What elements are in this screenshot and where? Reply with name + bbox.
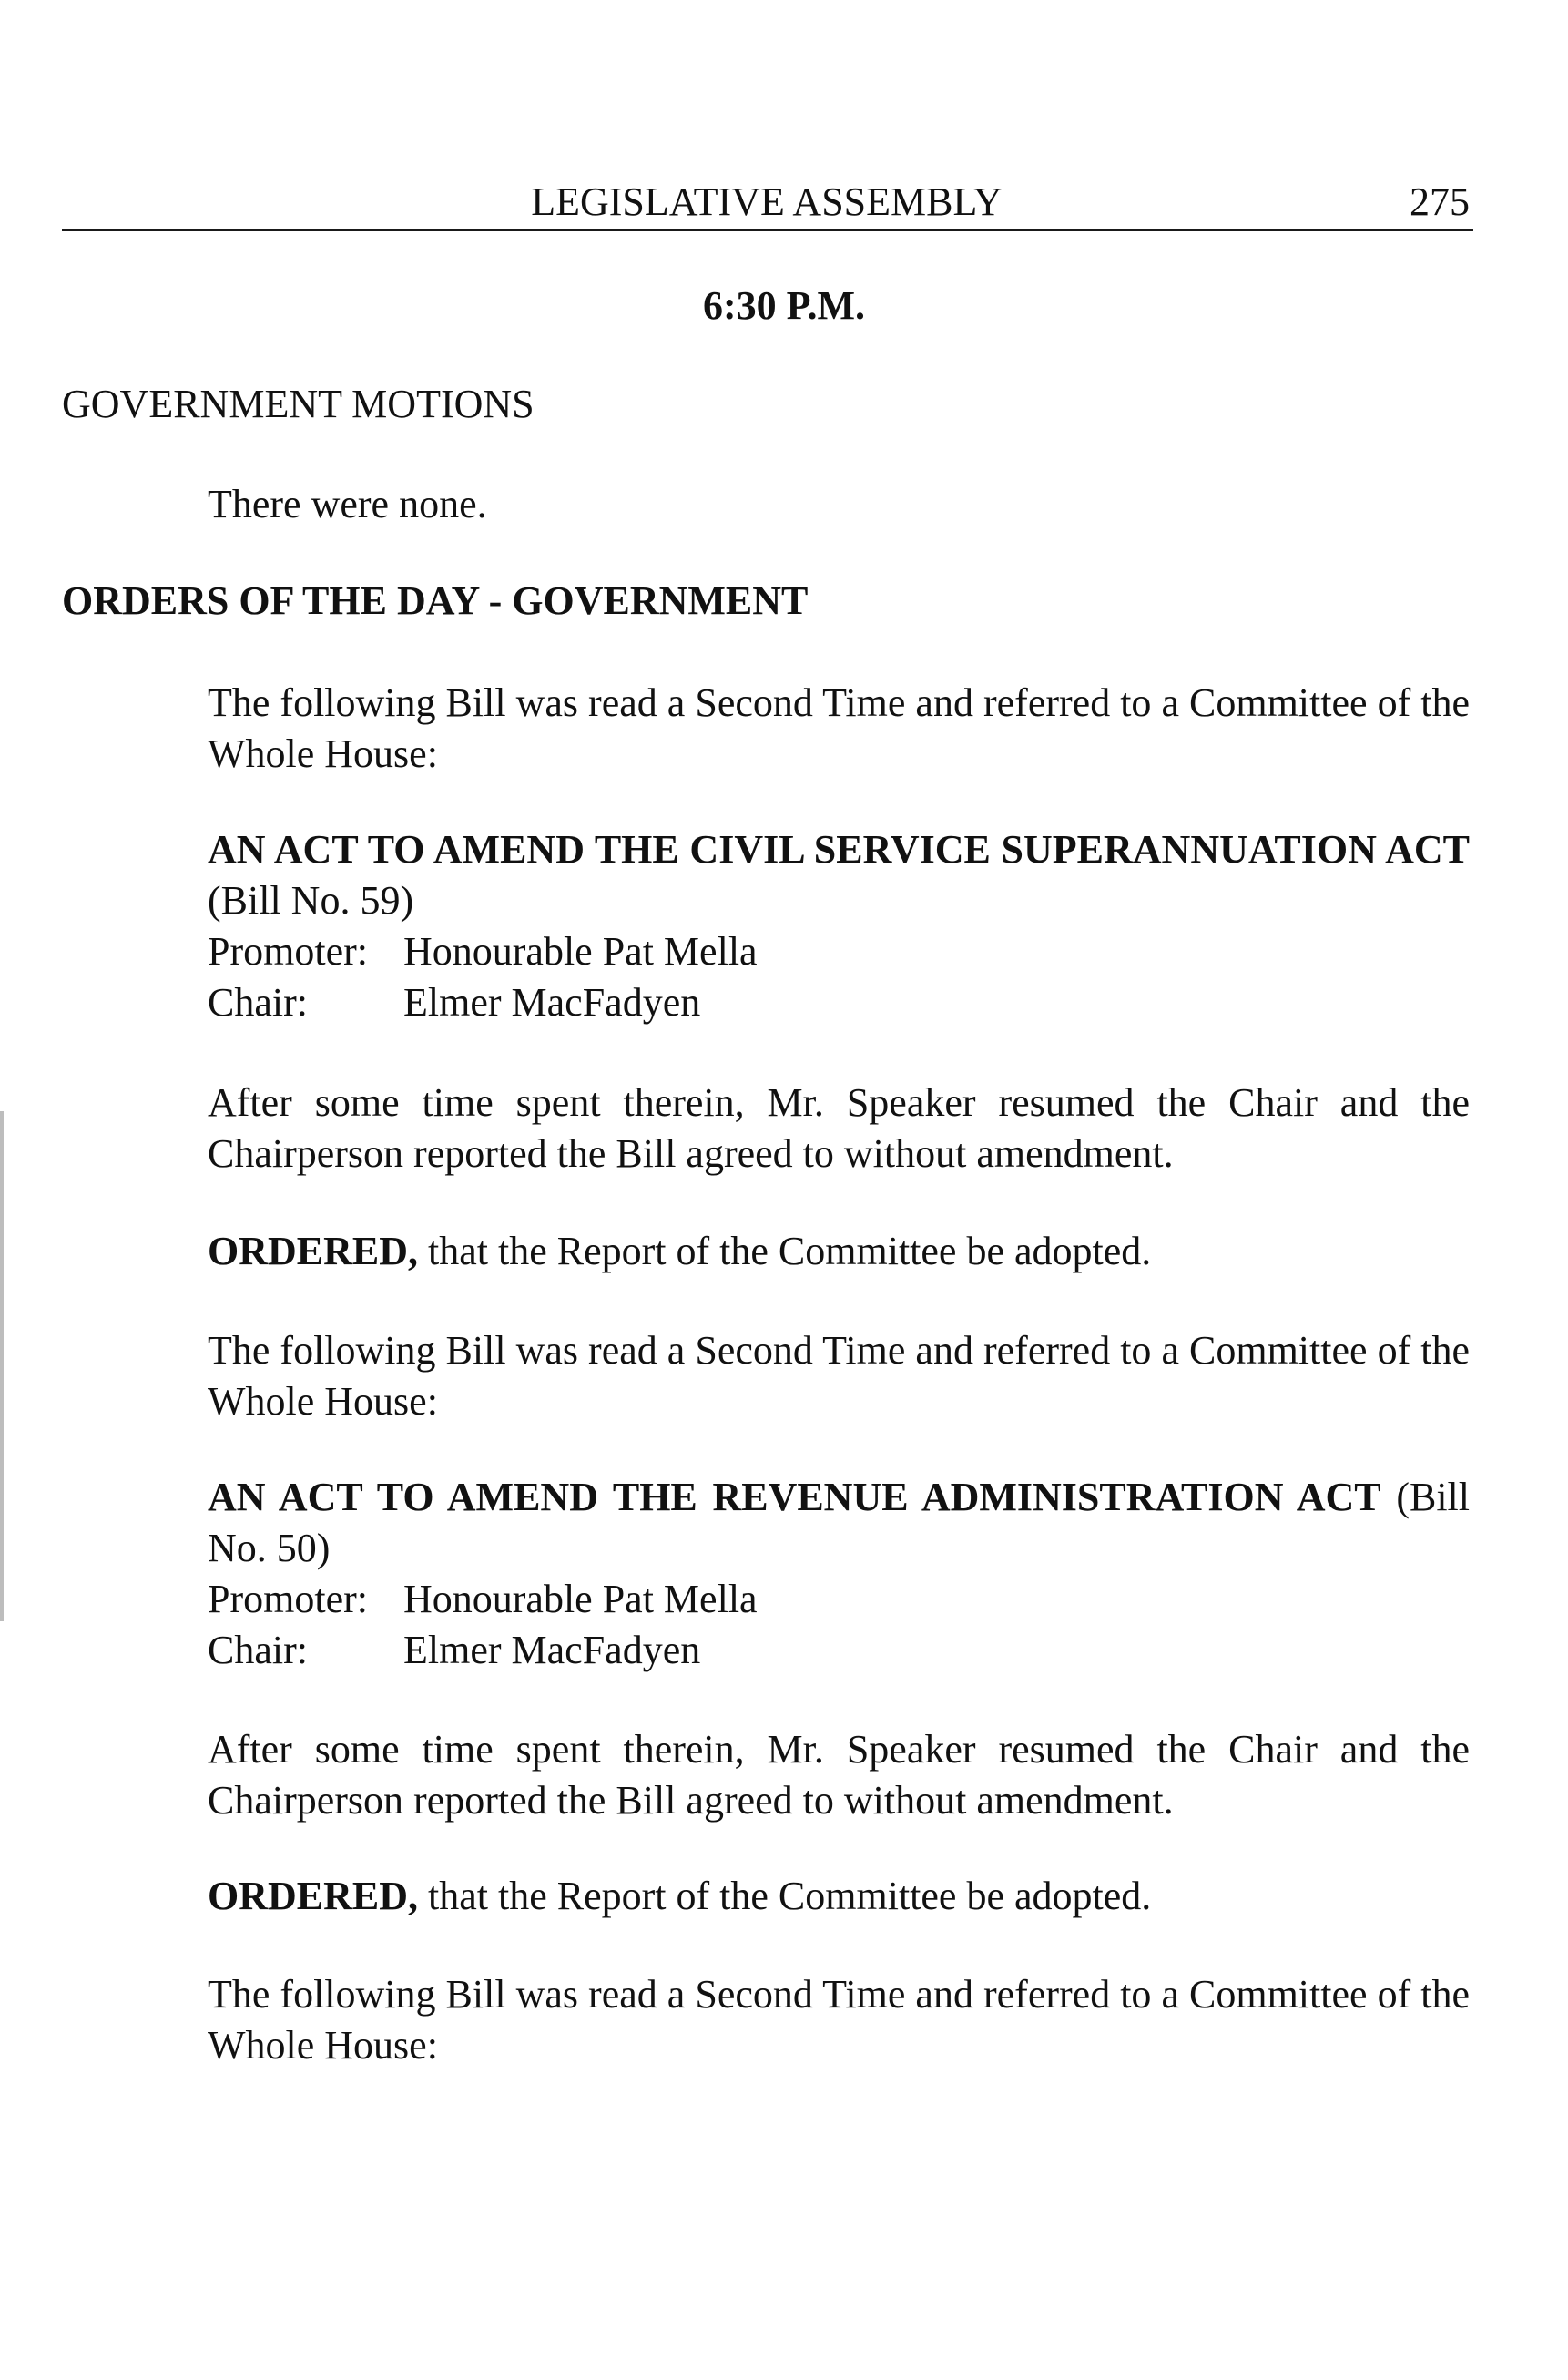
page-header [62,179,1471,233]
second-reading-paragraph-1: The following Bill was read a Second Time and referred to a Committee of the Whole House: [208,680,1470,776]
chair-value: Elmer MacFadyen [403,980,701,1025]
second-reading-paragraph-3: The following Bill was read a Second Time and referred to a Committee of the Whole House: [208,1972,1470,2068]
bill-59-number: (Bill No. 59) [208,878,414,923]
government-motions-text: There were none. [208,482,487,526]
bill-59-promoter-row [208,926,1470,977]
committee-report-paragraph-1: After some time spent therein, Mr. Speaker resumed the Chair and the Chairperson reported the Bill agreed to without amendment. [208,1080,1470,1176]
header-title: LEGISLATIVE ASSEMBLY [531,179,1003,224]
promoter-value: Honourable Pat Mella [403,1577,758,1621]
heading-orders-of-the-day: ORDERS OF THE DAY - GOVERNMENT [62,578,809,623]
bill-59-title: AN ACT TO AMEND THE CIVIL SERVICE SUPERANNUATION ACT [208,827,1470,872]
bill-50-title: AN ACT TO AMEND THE REVENUE ADMINISTRATION ACT [208,1475,1381,1519]
bill-50-promoter-row [208,1574,1470,1625]
ordered-text: that the Report of the Committee be adopted. [428,1874,1152,1918]
bill-50-block [208,1472,1470,1676]
promoter-label: Promoter: [208,929,368,974]
ordered-text: that the Report of the Committee be adopted. [428,1229,1152,1273]
chair-label: Chair: [208,1628,308,1672]
ordered-paragraph-2 [208,1871,1470,1922]
heading-government-motions: GOVERNMENT MOTIONS [62,382,535,426]
header-rule [62,229,1473,231]
bill-59-title-line [208,824,1470,926]
bill-50-number: (Bill No. 50) [208,1475,1470,1570]
chair-value: Elmer MacFadyen [403,1628,701,1672]
second-reading-paragraph-2: The following Bill was read a Second Time and referred to a Committee of the Whole House: [208,1328,1470,1424]
bill-50-chair-row [208,1625,1470,1676]
promoter-label: Promoter: [208,1577,368,1621]
scan-edge-mark [0,1111,4,1621]
promoter-value: Honourable Pat Mella [403,929,758,974]
ordered-label: ORDERED, [208,1229,419,1273]
ordered-label: ORDERED, [208,1874,419,1918]
bill-50-title-line [208,1472,1470,1574]
committee-report-paragraph-2: After some time spent therein, Mr. Speaker resumed the Chair and the Chairperson reported the Bill agreed to without amendment. [208,1727,1470,1823]
chair-label: Chair: [208,980,308,1025]
ordered-paragraph-1 [208,1226,1470,1277]
bill-59-block [208,824,1470,1028]
page-number: 275 [1410,179,1470,224]
session-time: 6:30 P.M. [702,283,866,328]
bill-59-chair-row [208,977,1470,1028]
